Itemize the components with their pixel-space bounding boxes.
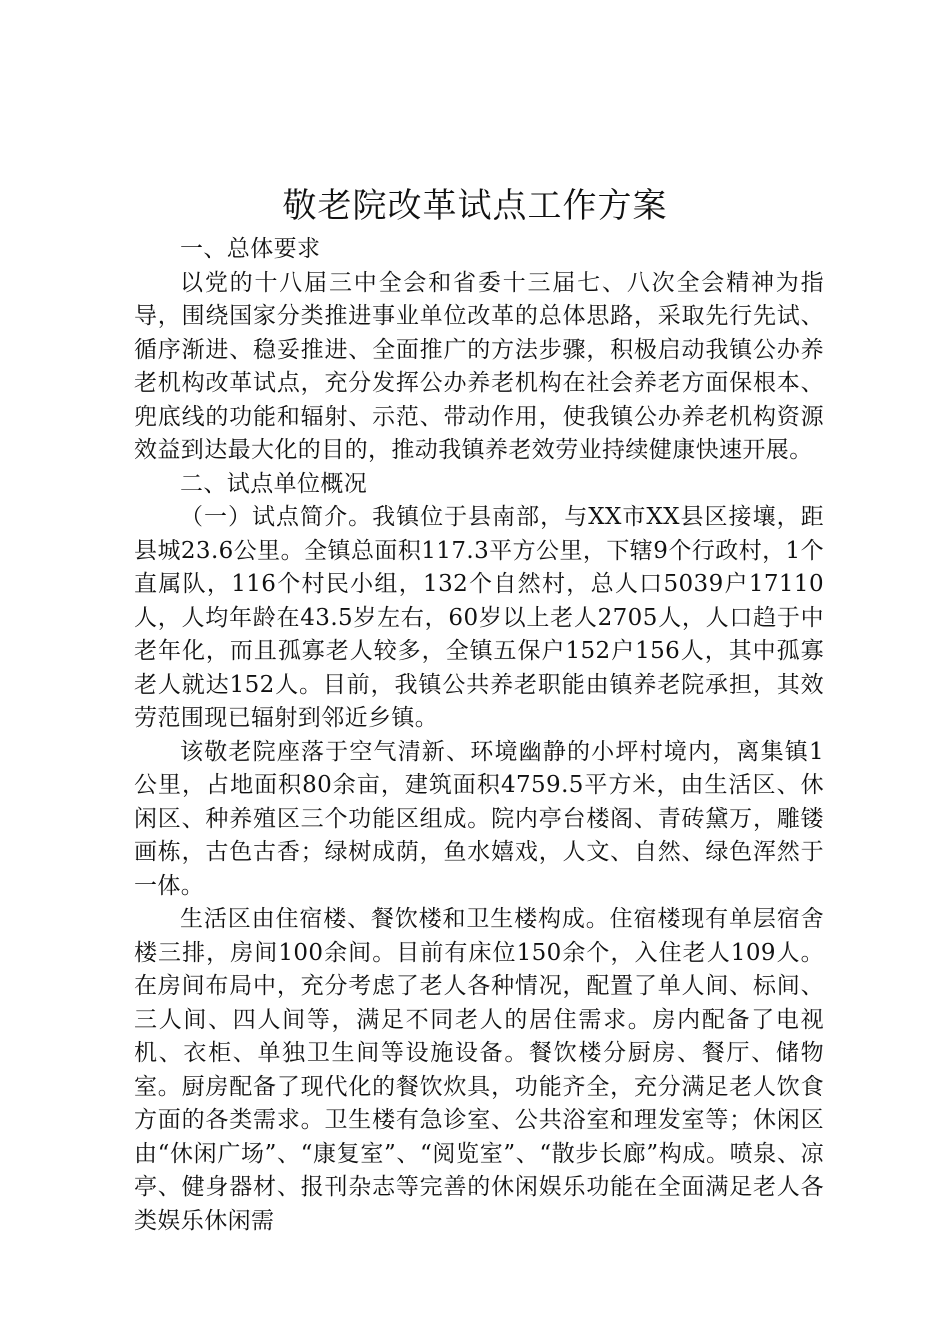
body-paragraph: 该敬老院座落于空气清新、环境幽静的小坪村境内，离集镇1公里，占地面积80余亩，建筑面积4759.5平方米，由生活区、休闲区、种养殖区三个功能区组成。院内亭台楼阁、青砖黛万，雕镂画栋，古色古香；绿树成荫，鱼水嬉戏，人文、自然、绿色浑然于一体。 bbox=[134, 738, 824, 899]
body-paragraph: （一）试点简介。我镇位于县南部，与XX市XX县区接壤，距县城23.6公里。全镇总面积117.3平方公里，下辖9个行政村，1个直属队，116个村民小组，132个自然村，总人口5039户17110人，人均年龄在43.5岁左右，60岁以上老人2705人，人口趋于中老年化，而且孤寡老人较多，全镇五保户152户156人，其中孤寡老人就达152人。目前，我镇公共养老职能由镇养老院承担，其效劳范围现已辐射到邻近乡镇。 bbox=[134, 504, 824, 731]
document-body bbox=[134, 233, 824, 1238]
body-paragraph: 以党的十八届三中全会和省委十三届七、八次全会精神为指导，围绕国家分类推进事业单位改革的总体思路，采取先行先试、循序渐进、稳妥推进、全面推广的方法步骤，积极启动我镇公办养老机构改革试点，充分发挥公办养老机构在社会养老方面保根本、兜底线的功能和辐射、示范、带动作用，使我镇公办养老机构资源效益到达最大化的目的，推动我镇养老效劳业持续健康快速开展。 bbox=[134, 269, 824, 463]
document-title: 敬老院改革试点工作方案 bbox=[282, 186, 668, 226]
section-heading: 二、试点单位概况 bbox=[180, 470, 368, 497]
section-heading: 一、总体要求 bbox=[180, 236, 321, 262]
body-paragraph: 生活区由住宿楼、餐饮楼和卫生楼构成。住宿楼现有单层宿舍楼三排，房间100余间。目前有床位150余个，入住老人109人。在房间布局中，充分考虑了老人各种情况，配置了单人间、标间、三人间、四人间等，满足不同老人的居住需求。房内配备了电视机、衣柜、单独卫生间等设施设备。餐饮楼分厨房、餐厅、储物室。厨房配备了现代化的餐饮炊具，功能齐全，充分满足老人饮食方面的各类需求。卫生楼有急诊室、公共浴室和理发室等；休闲区由“休闲广场”、“康复室”、“阅览室”、“散步长廊”构成。喷泉、凉亭、健身器材、报刊杂志等完善的休闲娱乐功能在全面满足老人各类娱乐休闲需 bbox=[134, 906, 824, 1234]
